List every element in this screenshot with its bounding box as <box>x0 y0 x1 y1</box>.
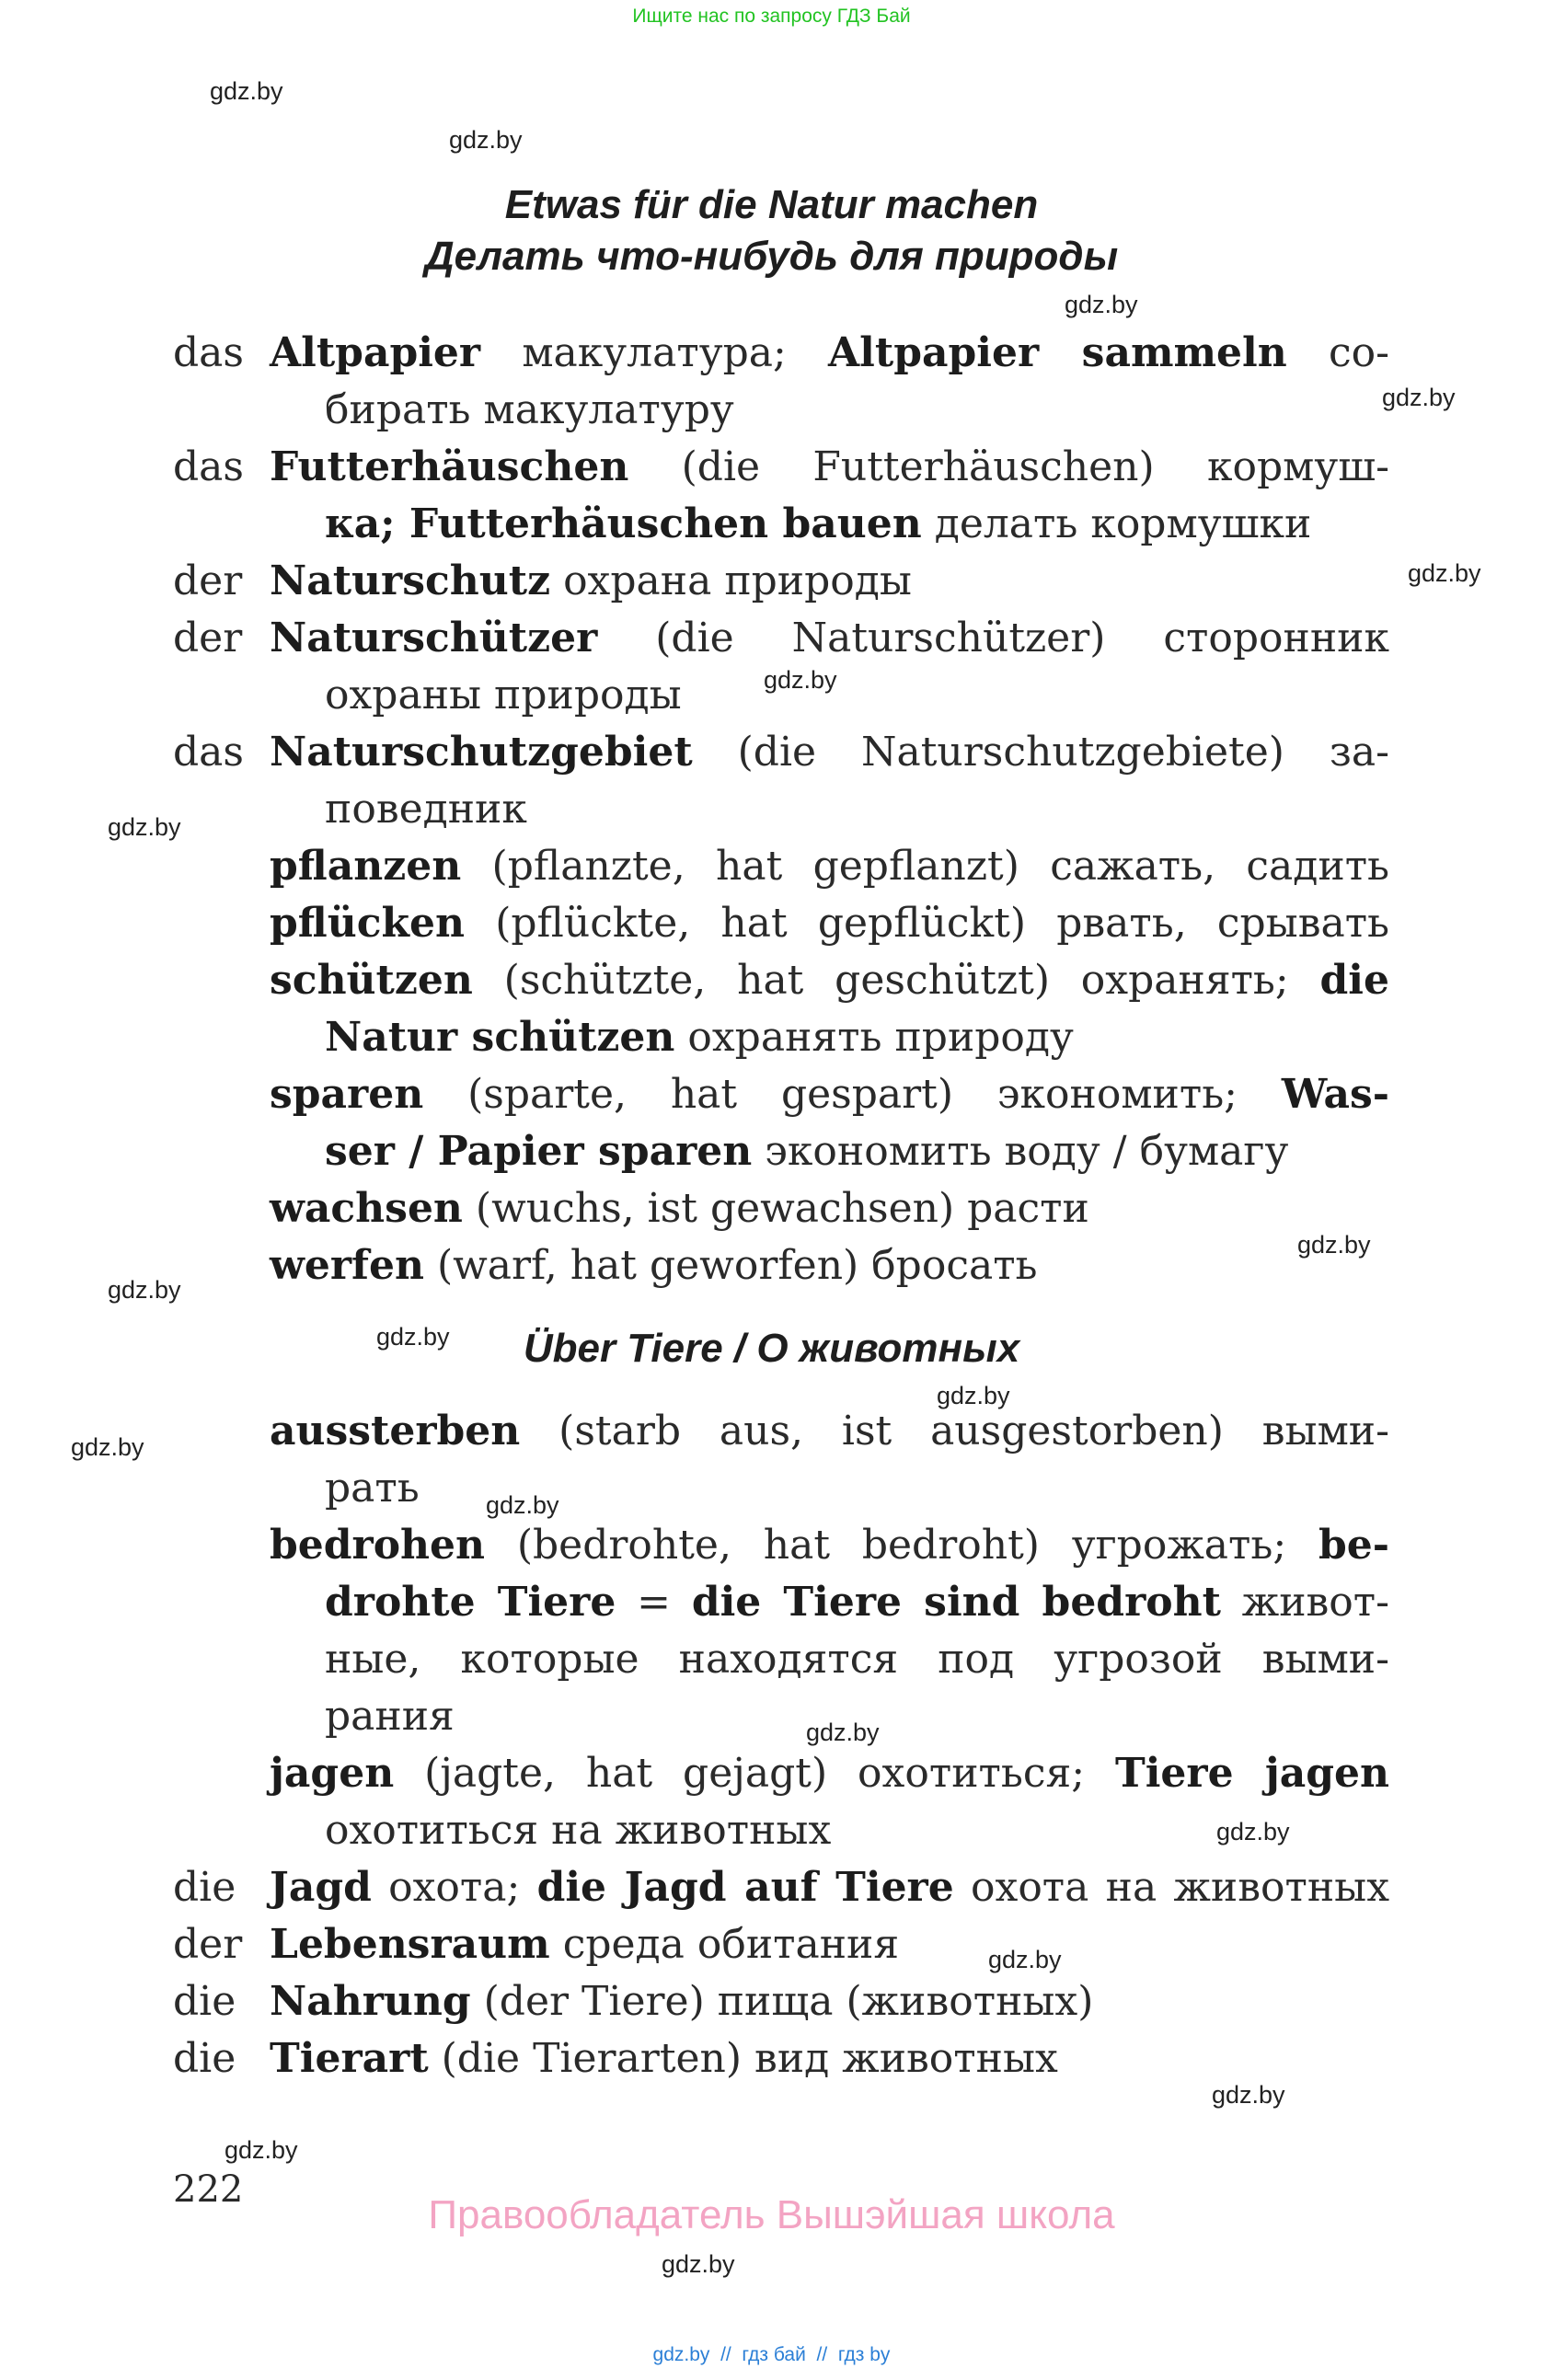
article: das <box>173 329 244 376</box>
entry-line <box>0 1802 1389 1859</box>
translation: (jagte, hat gejagt) охотиться; <box>394 1750 1115 1797</box>
continuation: бирать макулатуру <box>325 386 734 433</box>
watermark: gdz.by <box>662 2250 735 2278</box>
phrase: Natur schützen <box>325 1014 675 1061</box>
section-title-de: Etwas für die Natur machen <box>504 182 1039 227</box>
continuation: ные, которые находятся под угрозой выми- <box>325 1636 1389 1683</box>
top-banner: Ищите нас по запросу ГДЗ Бай <box>632 6 911 27</box>
watermark: gdz.by <box>1065 291 1138 318</box>
watermark: gdz.by <box>937 1382 1010 1409</box>
entry-line <box>0 1574 1389 1631</box>
page-number: 222 <box>173 2168 244 2211</box>
term: Naturschutz <box>270 558 551 604</box>
translation: со- <box>1286 329 1389 376</box>
article: der <box>173 615 243 661</box>
entry-line <box>0 610 1389 667</box>
plural: (die Naturschutzgebiete) за- <box>692 729 1389 776</box>
translation: (sparte, hat gespart) экономить; <box>423 1071 1282 1118</box>
term: wachsen <box>270 1185 463 1232</box>
plural: (die Naturschützer) сторонник <box>597 615 1389 661</box>
entry-line <box>0 1180 1389 1237</box>
entry-text <box>270 1180 1089 1237</box>
term: bedrohen <box>270 1522 486 1569</box>
footer-links[interactable]: gdz.by // гдз бай // гдз by <box>652 2344 891 2365</box>
entry-line <box>0 1066 1389 1123</box>
entry-line <box>0 2030 1389 2087</box>
translation: (pflückte, hat gepflückt) рвать, срывать <box>465 900 1389 947</box>
phrase: Futterhäuschen bauen <box>409 500 922 547</box>
translation: охранять природу <box>674 1014 1074 1061</box>
entry-line <box>0 1237 1389 1294</box>
watermark: gdz.by <box>1297 1231 1371 1259</box>
translation: (warf, hat geworfen) бросать <box>423 1242 1038 1289</box>
article: die <box>173 1864 236 1911</box>
equals: = <box>616 1579 692 1626</box>
watermark: gdz.by <box>806 1719 880 1746</box>
entry-text <box>270 1916 899 1973</box>
watermark: gdz.by <box>486 1491 559 1519</box>
phrase: Altpapier sammeln <box>828 329 1287 376</box>
term: Nahrung <box>270 1978 471 2025</box>
entry-line <box>0 781 1389 838</box>
article: das <box>173 443 244 490</box>
translation: (die Tierarten) вид животных <box>428 2035 1058 2082</box>
watermark: gdz.by <box>449 126 523 154</box>
entry-line <box>0 496 1389 553</box>
entry-line <box>0 382 1389 439</box>
continuation: поведник <box>325 786 527 833</box>
term: Altpapier <box>270 329 481 376</box>
section-title-ru: Делать что-нибудь для природы <box>424 234 1119 279</box>
term: Jagd <box>270 1864 372 1911</box>
term: Lebensraum <box>270 1921 550 1968</box>
translation-end: ка; <box>325 500 409 547</box>
entry-line <box>0 325 1389 382</box>
term: Tierart <box>270 2035 429 2082</box>
entry-text <box>270 952 1389 1009</box>
entry-line <box>0 1631 1389 1688</box>
term: jagen <box>270 1750 395 1797</box>
watermark: gdz.by <box>376 1323 450 1351</box>
entry-line <box>0 553 1389 610</box>
entry-line <box>0 724 1389 781</box>
watermark: gdz.by <box>108 1276 181 1304</box>
watermark: gdz.by <box>1408 559 1481 587</box>
plural: (die Futterhäuschen) кормуш- <box>628 443 1389 490</box>
watermark: gdz.by <box>108 813 181 841</box>
translation: охота на животных <box>953 1864 1390 1911</box>
entry-line <box>0 1916 1389 1973</box>
article: das <box>173 729 244 776</box>
translation: экономить воду / бумагу <box>752 1128 1289 1175</box>
entry-text <box>270 325 1389 382</box>
translation: (bedrohte, hat bedroht) угрожать; <box>485 1522 1318 1569</box>
term: Naturschützer <box>270 615 598 661</box>
entry-line <box>0 1859 1389 1916</box>
entry-line <box>0 667 1389 724</box>
continuation <box>325 1123 1288 1180</box>
translation: (schützte, hat geschützt) охранять; <box>472 957 1320 1004</box>
entry-line <box>0 1688 1389 1745</box>
watermark: gdz.by <box>1212 2081 1285 2109</box>
entry-line <box>0 439 1389 496</box>
translation: (starb aus, ist ausgestorben) выми- <box>520 1408 1389 1454</box>
watermark: gdz.by <box>1216 1818 1290 1845</box>
term: pflanzen <box>270 843 462 890</box>
phrase: Tiere jagen <box>1114 1750 1389 1797</box>
entry-text <box>270 724 1389 781</box>
article: der <box>173 1921 243 1968</box>
translation: живот- <box>1220 1579 1389 1626</box>
translation: (wuchs, ist gewachsen) расти <box>462 1185 1089 1232</box>
translation: охота; <box>371 1864 537 1911</box>
translation: охрана природы <box>550 558 912 604</box>
phrase: die Tiere sind bedroht <box>691 1579 1221 1626</box>
entry-text <box>270 1403 1389 1460</box>
continuation <box>325 1009 1074 1066</box>
phrase: Was- <box>1281 1071 1389 1118</box>
translation: (pflanzte, hat gepflanzt) сажать, садить <box>461 843 1389 890</box>
watermark: gdz.by <box>210 77 283 105</box>
entry-text <box>270 1745 1389 1802</box>
entry-line <box>0 1123 1389 1180</box>
entry-text <box>270 1973 1093 2030</box>
watermark: gdz.by <box>988 1946 1062 1973</box>
continuation: рать <box>325 1465 420 1512</box>
entry-text <box>270 838 1389 895</box>
entry-text <box>270 1066 1389 1123</box>
entry-line <box>0 1460 1389 1517</box>
term: pflücken <box>270 900 466 947</box>
article: die <box>173 1978 236 2025</box>
entry-line <box>0 1517 1389 1574</box>
translation: макулатура; <box>480 329 829 376</box>
translation: делать кормушки <box>921 500 1312 547</box>
watermark: gdz.by <box>71 1433 144 1461</box>
translation: среда обитания <box>549 1921 900 1968</box>
entry-line <box>0 895 1389 952</box>
entry-line <box>0 1745 1389 1802</box>
phrase: drohte Tiere <box>325 1579 616 1626</box>
watermark: gdz.by <box>764 666 837 694</box>
article: die <box>173 2035 236 2082</box>
term: schützen <box>270 957 473 1004</box>
copyright-notice: Правообладатель Вышэйшая школа <box>428 2192 1115 2237</box>
watermark: gdz.by <box>1382 384 1456 411</box>
continuation <box>325 496 1311 553</box>
entry-line <box>0 952 1389 1009</box>
continuation: рания <box>325 1693 455 1740</box>
phrase: be- <box>1318 1522 1389 1569</box>
entry-text <box>270 1237 1038 1294</box>
continuation: охраны природы <box>325 672 682 719</box>
term: aussterben <box>270 1408 521 1454</box>
entry-text <box>270 1517 1389 1574</box>
section-title: Über Tiere / О животных <box>523 1326 1020 1371</box>
entry-line <box>0 838 1389 895</box>
watermark: gdz.by <box>225 2136 298 2164</box>
entry-line <box>0 1009 1389 1066</box>
phrase: die Jagd auf Tiere <box>536 1864 954 1911</box>
article: der <box>173 558 243 604</box>
entry-text <box>270 553 912 610</box>
continuation <box>325 1574 1389 1631</box>
translation: (der Tiere) пища (животных) <box>470 1978 1094 2025</box>
entry-text <box>270 610 1389 667</box>
entry-text <box>270 1859 1389 1916</box>
term: Futterhäuschen <box>270 443 629 490</box>
entry-line <box>0 1403 1389 1460</box>
entry-text <box>270 895 1389 952</box>
continuation: охотиться на животных <box>325 1807 832 1854</box>
entry-line <box>0 1973 1389 2030</box>
entry-text <box>270 2030 1058 2087</box>
term: sparen <box>270 1071 424 1118</box>
term: werfen <box>270 1242 424 1289</box>
term: Naturschutzgebiet <box>270 729 693 776</box>
entry-text <box>270 439 1389 496</box>
phrase: die <box>1319 957 1389 1004</box>
phrase: ser / Papier sparen <box>325 1128 753 1175</box>
